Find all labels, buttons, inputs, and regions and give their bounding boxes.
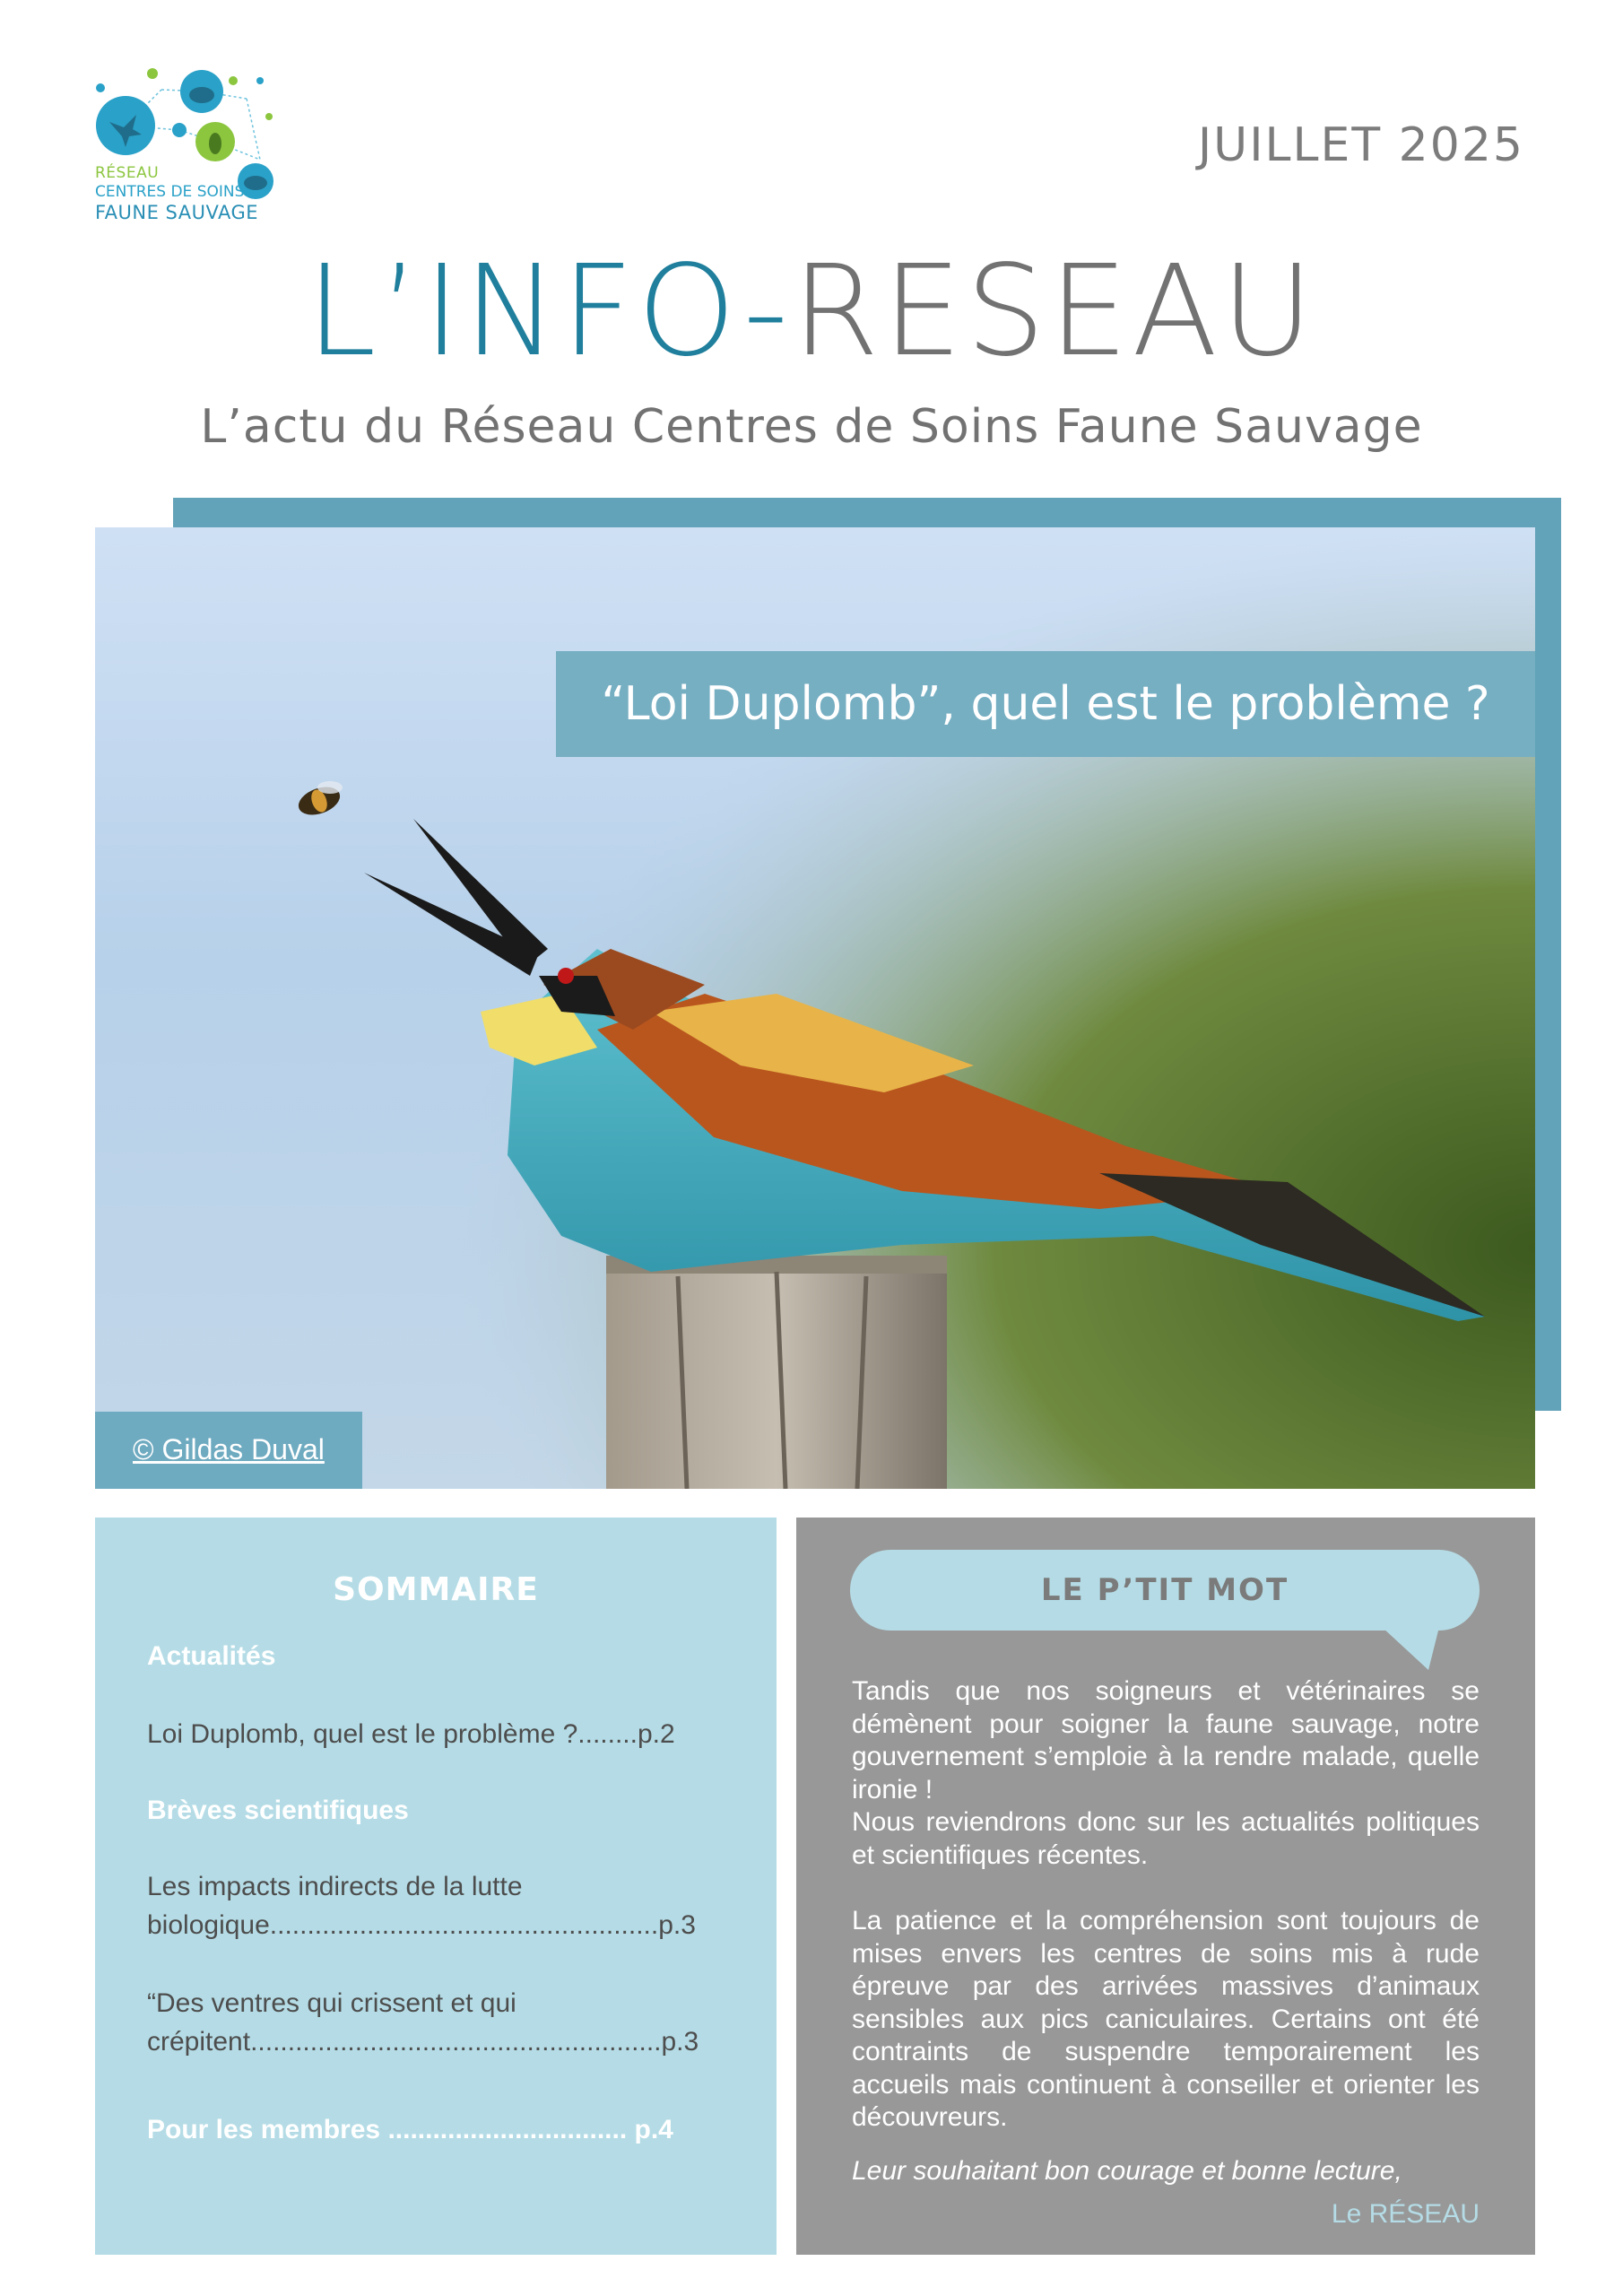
summary-section-members[interactable]: Pour les membres ................................ p.4	[147, 2115, 673, 2144]
logo	[90, 63, 296, 233]
summary-title: SOMMAIRE	[333, 1571, 539, 1608]
summary-item-loi-duplomb[interactable]: Loi Duplomb, quel est le problème ?........p.2	[147, 1719, 675, 1749]
logo-network-graphic	[90, 63, 296, 170]
edito-signature: Leur souhaitant bon courage et bonne lecture,	[852, 2156, 1402, 2186]
summary-section-science: Brèves scientifiques	[147, 1796, 409, 1825]
edito-panel	[796, 1518, 1535, 2255]
logo-text-line3: FAUNE SAUVAGE	[95, 202, 259, 223]
summary-item-line: Les impacts indirects de la lutte	[147, 1872, 523, 1901]
newsletter-subtitle: L’actu du Réseau Centres de Soins Faune Sauvage	[200, 400, 1423, 454]
bird-icon	[96, 96, 155, 155]
summary-item-ventres[interactable]	[147, 1984, 699, 2061]
edito-paragraph-2: Nous reviendrons donc sur les actualités politiques et scientifiques récentes.	[852, 1807, 1480, 1870]
edito-paragraph-3: La patience et la compréhension sont toujours de mises envers les centres de soins mis à rude épreuve par des arrivées massives d’animaux sensibles aux pics caniculaires. Certains ont été contraints de suspendre temporairement les accueils mais continuent à conseiller et orienter les découvreurs.	[852, 1906, 1480, 2132]
logo-text-line2: CENTRES DE SOINS	[95, 183, 245, 201]
edito-author: Le RÉSEAU	[1331, 2199, 1480, 2229]
edito-title: LE P’TIT MOT	[1040, 1572, 1289, 1608]
summary-item-lutte-biologique[interactable]	[147, 1867, 696, 1944]
cover-headline[interactable]: “Loi Duplomb”, quel est le problème ?	[601, 677, 1490, 731]
owl-icon	[195, 122, 235, 161]
edito-paragraph-1: Tandis que nos soigneurs et vétérinaires se démènent pour soigner la faune sauvage, notre gouvernement s’emploie à la rendre malade, quelle ironie !	[852, 1676, 1480, 1805]
title-part1: L’INFO-	[306, 239, 793, 385]
summary-item-line: crépitent.......................................................p.3	[147, 2027, 699, 2057]
summary-section-news: Actualités	[147, 1641, 276, 1671]
title-part2: RESEAU	[792, 239, 1317, 385]
logo-text-line1: RÉSEAU	[95, 164, 160, 182]
summary-item-line: “Des ventres qui crissent et qui	[147, 1988, 516, 2018]
issue-date: JUILLET 2025	[1197, 118, 1524, 172]
summary-panel	[95, 1518, 777, 2255]
hedgehog-icon	[180, 70, 223, 113]
summary-item-line: biologique....................................................p.3	[147, 1910, 696, 1940]
photo-credit-link[interactable]: © Gildas Duval	[133, 1433, 325, 1465]
newsletter-title	[0, 239, 1623, 385]
